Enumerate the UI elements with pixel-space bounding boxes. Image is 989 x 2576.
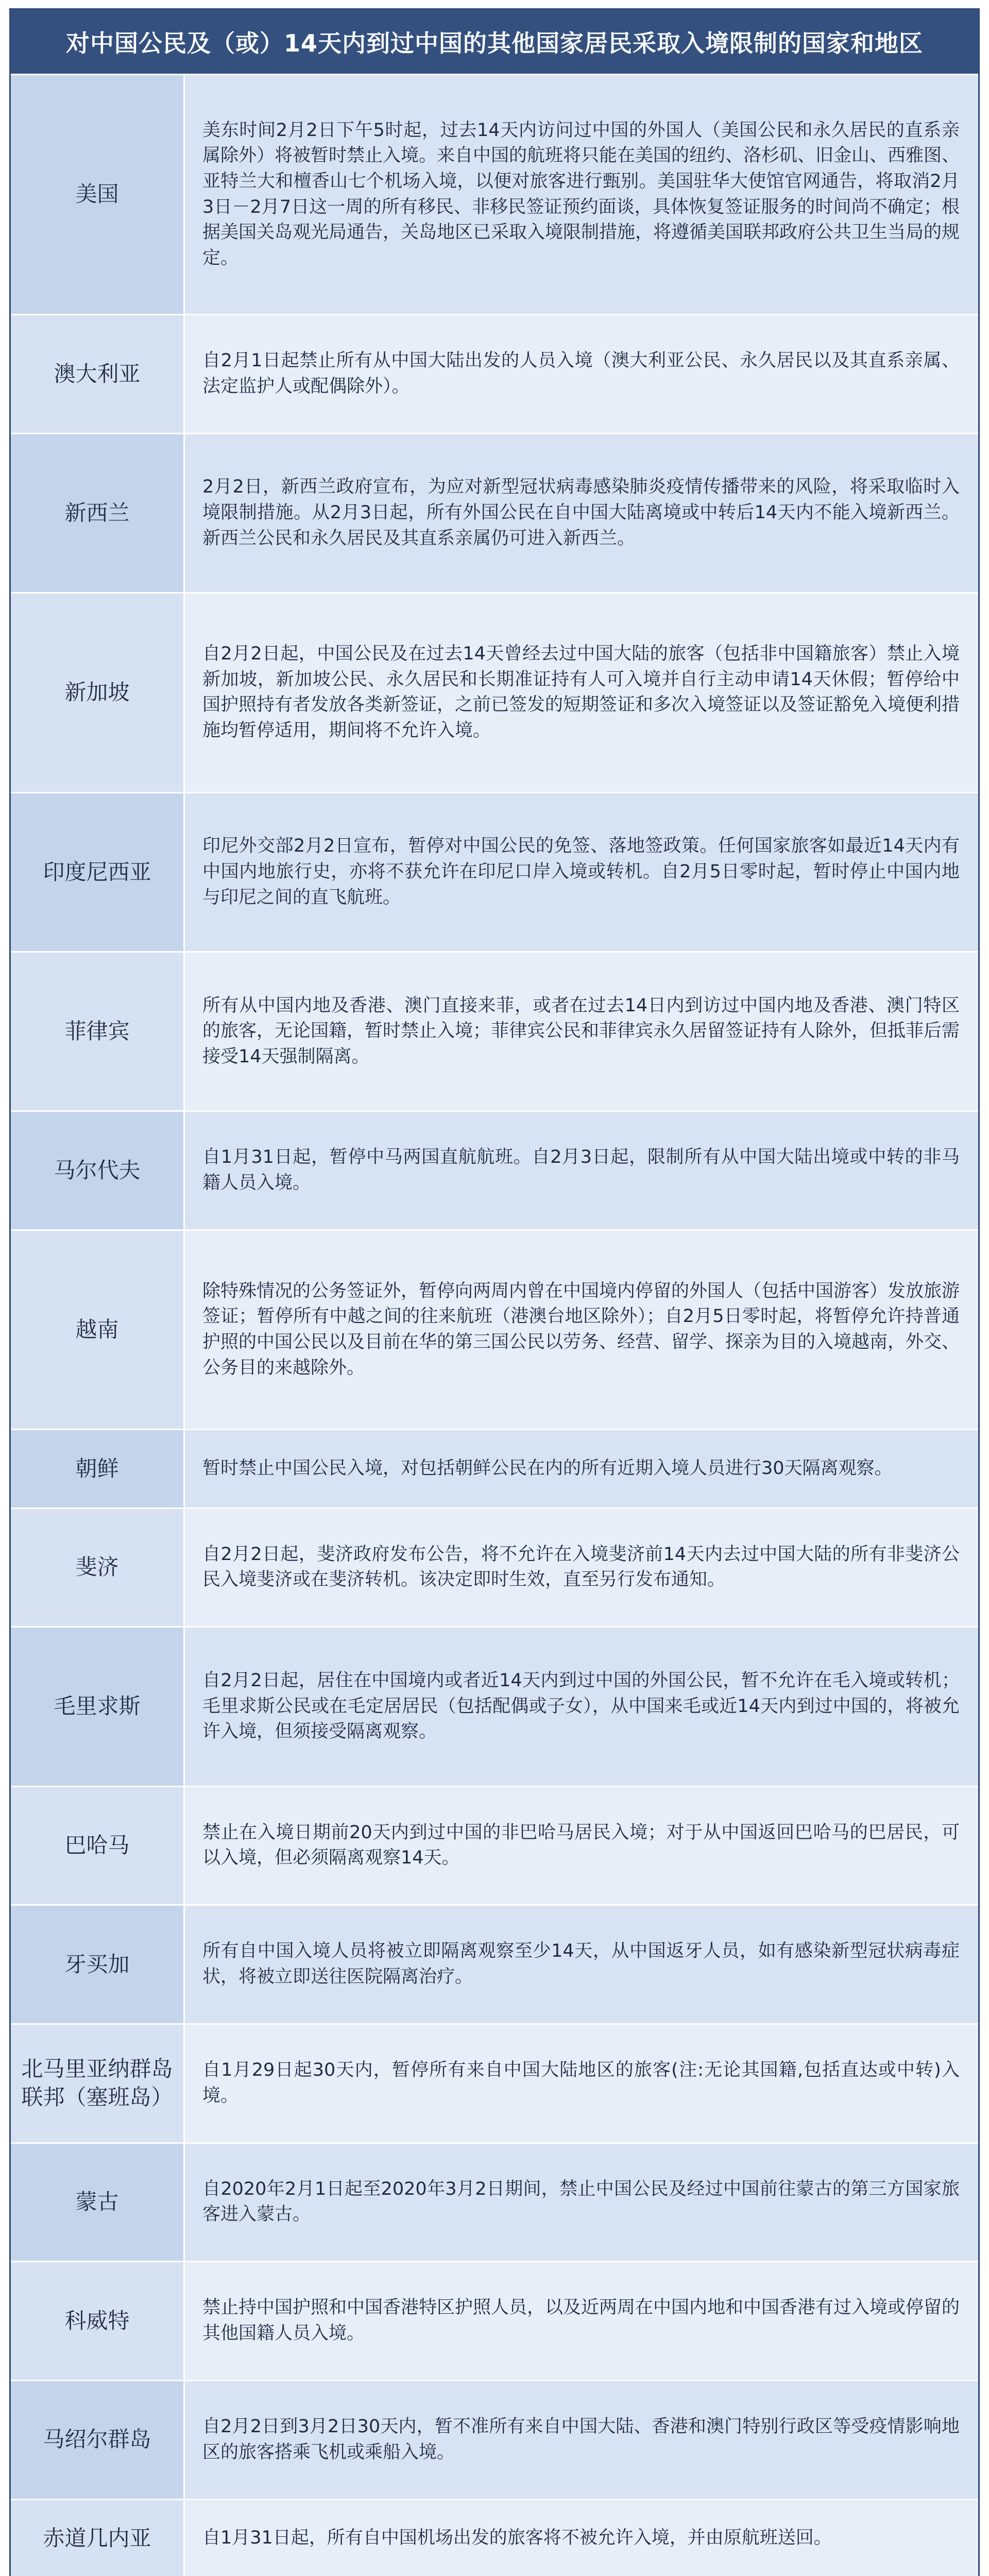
table-row xyxy=(11,1626,978,1785)
restriction-text: 禁止持中国护照和中国香港特区护照人员，以及近两周在中国内地和中国香港有过入境或停留的其他国籍人员入境。 xyxy=(185,2262,978,2380)
country-name: 新加坡 xyxy=(11,594,185,792)
country-name: 美国 xyxy=(11,75,185,314)
restriction-text: 所有自中国入境人员将被立即隔离观察至少14天，从中国返牙人员，如有感染新型冠状病毒症状，将被立即送往医院隔离治疗。 xyxy=(185,1906,978,2023)
table-row xyxy=(11,74,978,314)
restriction-text: 所有从中国内地及香港、澳门直接来菲，或者在过去14日内到访过中国内地及香港、澳门特区的旅客，无论国籍，暂时禁止入境；菲律宾公民和菲律宾永久居留签证持有人除外，但抵菲后需接受14天强制隔离。 xyxy=(185,953,978,1110)
country-name: 斐济 xyxy=(11,1509,185,1626)
restriction-text: 自2月2日起，中国公民及在过去14天曾经去过中国大陆的旅客（包括非中国籍旅客）禁止入境新加坡，新加坡公民、永久居民和长期准证持有人可入境并自行主动申请14天休假；暂停给中国护照持有者发放各类新签证，之前已签发的短期签证和多次入境签证以及签证豁免入境便利措施均暂停适用，期间将不允许入境。 xyxy=(185,594,978,792)
table-row xyxy=(11,1429,978,1507)
table-row xyxy=(11,314,978,433)
table-body xyxy=(11,74,978,2576)
country-name: 新西兰 xyxy=(11,434,185,592)
table-row xyxy=(11,951,978,1110)
restriction-text: 自2月2日起，斐济政府发布公告，将不允许在入境斐济前14天内去过中国大陆的所有非斐济公民入境斐济或在斐济转机。该决定即时生效，直至另行发布通知。 xyxy=(185,1509,978,1626)
restriction-text: 禁止在入境日期前20天内到过中国的非巴哈马居民入境；对于从中国返回巴哈马的巴居民，可以入境，但必须隔离观察14天。 xyxy=(185,1787,978,1905)
country-name: 越南 xyxy=(11,1231,185,1429)
table-row xyxy=(11,2261,978,2380)
table-row xyxy=(11,1229,978,1429)
table-row xyxy=(11,433,978,592)
table-title: 对中国公民及（或）14天内到过中国的其他国家居民采取入境限制的国家和地区 xyxy=(11,10,978,74)
restriction-text: 印尼外交部2月2日宣布，暂停对中国公民的免签、落地签政策。任何国家旅客如最近14天内有中国内地旅行史，亦将不获允许在印尼口岸入境或转机。自2月5日零时起，暂时停止中国内地与印尼之间的直飞航班。 xyxy=(185,793,978,951)
restriction-text: 自1月31日起，所有自中国机场出发的旅客将不被允许入境，并由原航班送回。 xyxy=(185,2500,978,2576)
restriction-text: 自1月29日起30天内，暂停所有来自中国大陆地区的旅客(注:无论其国籍,包括直达或中转)入境。 xyxy=(185,2025,978,2142)
table-row xyxy=(11,2380,978,2499)
restriction-text: 自1月31日起，暂停中马两国直航航班。自2月3日起，限制所有从中国大陆出境或中转的非马籍人员入境。 xyxy=(185,1112,978,1229)
country-name: 巴哈马 xyxy=(11,1787,185,1905)
restriction-text: 自2月2日起，居住在中国境内或者近14天内到过中国的外国公民，暂不允许在毛入境或转机；毛里求斯公民或在毛定居居民（包括配偶或子女），从中国来毛或近14天内到过中国的，将被允许入境，但须接受隔离观察。 xyxy=(185,1628,978,1785)
country-name: 菲律宾 xyxy=(11,953,185,1110)
country-name: 赤道几内亚 xyxy=(11,2500,185,2576)
table-row xyxy=(11,1110,978,1229)
restrictions-table xyxy=(9,8,980,2576)
restriction-text: 自2020年2月1日起至2020年3月2日期间，禁止中国公民及经过中国前往蒙古的第三方国家旅客进入蒙古。 xyxy=(185,2144,978,2261)
table-row xyxy=(11,1904,978,2023)
country-name: 毛里求斯 xyxy=(11,1628,185,1785)
country-name: 马绍尔群岛 xyxy=(11,2381,185,2499)
country-name: 马尔代夫 xyxy=(11,1112,185,1229)
table-row xyxy=(11,1507,978,1626)
table-row xyxy=(11,2142,978,2261)
table-row xyxy=(11,592,978,792)
restriction-text: 2月2日，新西兰政府宣布，为应对新型冠状病毒感染肺炎疫情传播带来的风险，将采取临时入境限制措施。从2月3日起，所有外国公民在自中国大陆离境或中转后14天内不能入境新西兰。新西兰公民和永久居民及其直系亲属仍可进入新西兰。 xyxy=(185,434,978,592)
country-name: 科威特 xyxy=(11,2262,185,2380)
table-row xyxy=(11,1786,978,1905)
restriction-text: 美东时间2月2日下午5时起，过去14天内访问过中国的外国人（美国公民和永久居民的直系亲属除外）将被暂时禁止入境。来自中国的航班将只能在美国的纽约、洛杉矶、旧金山、西雅图、亚特兰大和檀香山七个机场入境，以便对旅客进行甄别。美国驻华大使馆官网通告，将取消2月3日－2月7日这一周的所有移民、非移民签证预约面谈，具体恢复签证服务的时间尚不确定；根据美国关岛观光局通告，关岛地区已采取入境限制措施，将遵循美国联邦政府公共卫生当局的规定。 xyxy=(185,75,978,314)
table-row xyxy=(11,2023,978,2142)
country-name: 北马里亚纳群岛联邦（塞班岛） xyxy=(11,2025,185,2142)
restriction-text: 暂时禁止中国公民入境，对包括朝鲜公民在内的所有近期入境人员进行30天隔离观察。 xyxy=(185,1430,978,1507)
restriction-text: 自2月1日起禁止所有从中国大陆出发的人员入境（澳大利亚公民、永久居民以及其直系亲属、法定监护人或配偶除外）。 xyxy=(185,315,978,433)
country-name: 印度尼西亚 xyxy=(11,793,185,951)
restriction-text: 自2月2日到3月2日30天内，暂不准所有来自中国大陆、香港和澳门特别行政区等受疫情影响地区的旅客搭乘飞机或乘船入境。 xyxy=(185,2381,978,2499)
country-name: 牙买加 xyxy=(11,1906,185,2023)
table-row xyxy=(11,2499,978,2576)
table-row xyxy=(11,792,978,951)
restriction-text: 除特殊情况的公务签证外，暂停向两周内曾在中国境内停留的外国人（包括中国游客）发放旅游签证；暂停所有中越之间的往来航班（港澳台地区除外）；自2月5日零时起，将暂停允许持普通护照的中国公民以及目前在华的第三国公民以劳务、经营、留学、探亲为目的入境越南，外交、公务目的来越除外。 xyxy=(185,1231,978,1429)
country-name: 蒙古 xyxy=(11,2144,185,2261)
country-name: 澳大利亚 xyxy=(11,315,185,433)
country-name: 朝鲜 xyxy=(11,1430,185,1507)
